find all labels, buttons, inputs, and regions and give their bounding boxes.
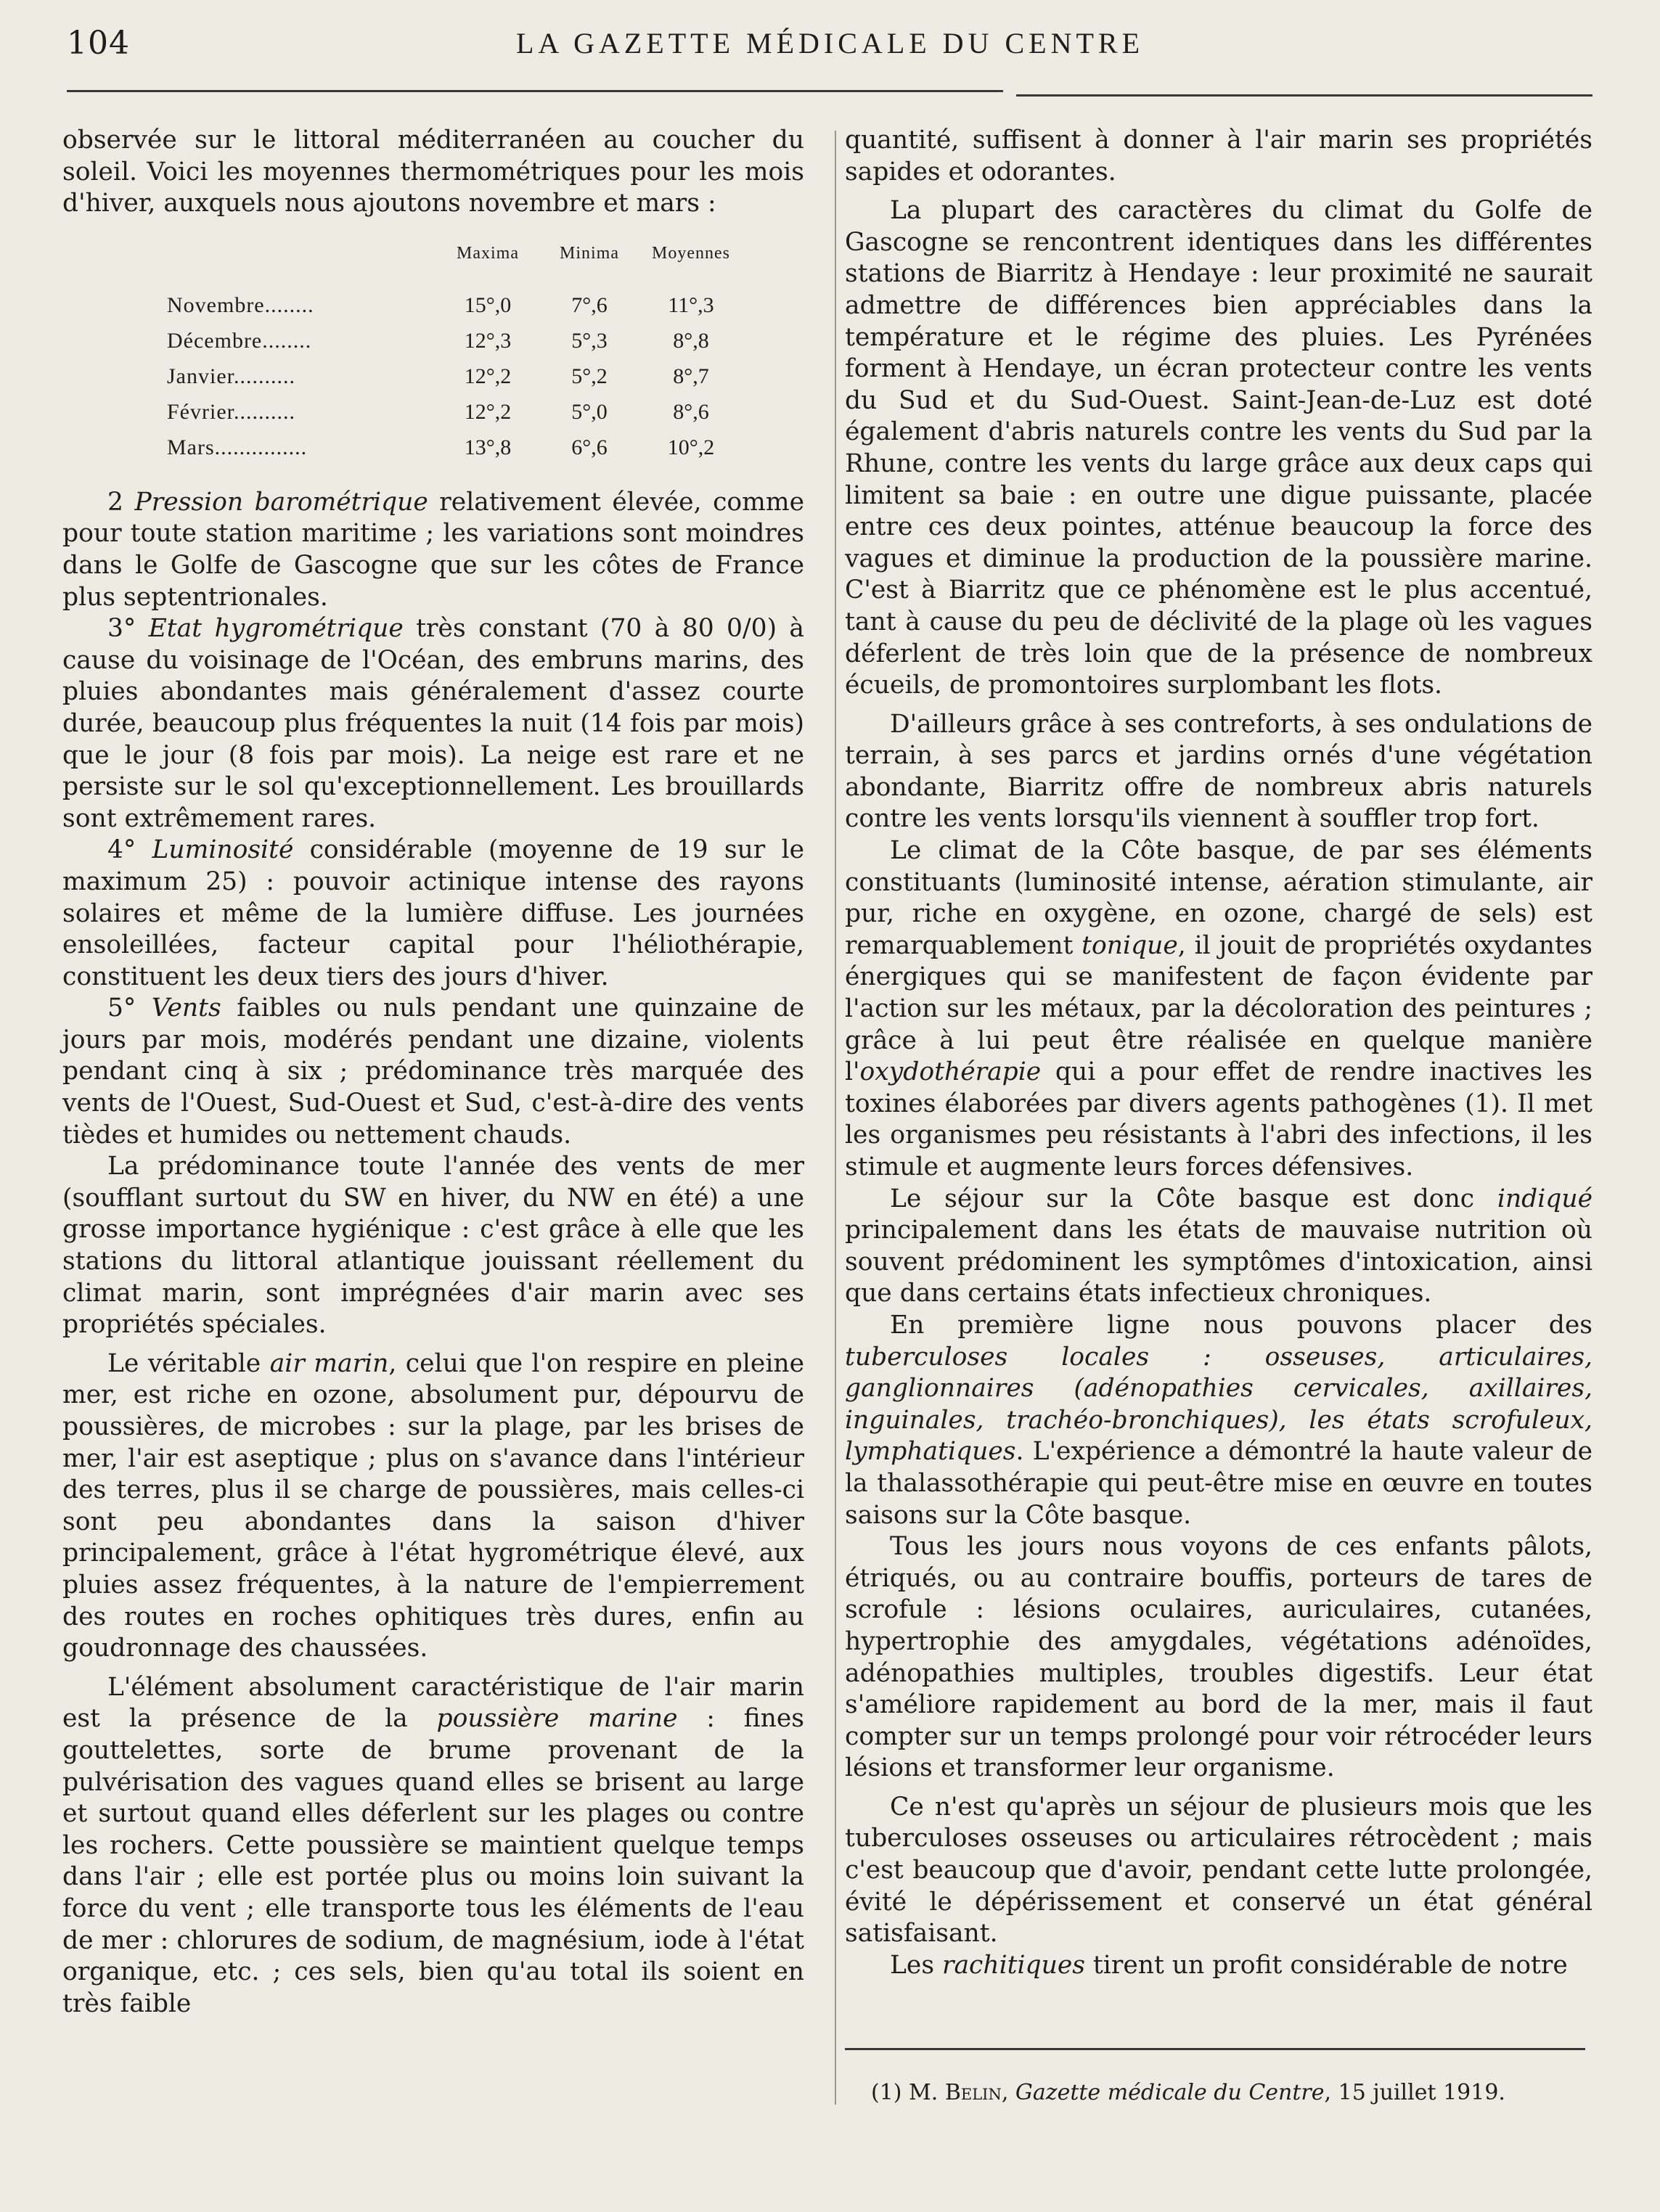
paragraph-air-marin: Le véritable air marin, celui que l'on respire en pleine mer, est riche en ozone, absolument pur, dépourvu de poussières, de microbes : sur la plage, par les brises de mer, l'air est aseptique ; plus on s'avance dans l'intérieur des terres, plus il se charge de poussières, mais celles-ci sont peu abondantes dans la saison d'hiver principalement, grâce à l'état hygrométrique élevé, aux pluies assez fréquentes, à la nature de l'empierrement des routes en roches ophitiques très dures, enfin au goudronnage des chaussées. <box>62 1348 804 1663</box>
paragraph: La prédominance toute l'année des vents de mer (soufflant surtout du SW en hiver, du NW en été) a une grosse importance hygiénique : c'est grâce à elle que les stations du littoral atlantique jouissant réellement du climat marin, sont imprégnées d'air marin avec ses propriétés spéciales. <box>62 1152 804 1340</box>
paragraph: quantité, suffisent à donner à l'air marin ses propriétés sapides et odorantes. <box>845 126 1592 187</box>
column-header-moyennes: Moyennes <box>652 243 730 263</box>
paragraph-pression: 2 Pression barométrique relativement élevée, comme pour toute station maritime ; les variations sont moindres dans le Golfe de Gascogne que sur les côtes de France plus septentrionales. <box>62 487 805 612</box>
left-column <box>62 125 804 2020</box>
mean-cell: 8°,7 <box>673 364 709 388</box>
paragraph: Tous les jours nous voyons de ces enfants pâlots, étriqués, ou au contraire bouffis, porteurs de tares de scrofule : lésions oculaires, auriculaires, cutanées, hypertrophie des amygdales, végétations adénoïdes, adénopathies multiples, troubles digestifs. Leur état s'améliore rapidement au bord de la mer, mais il faut compter sur un temps prolongé pour voir rétrocéder leurs lésions et transformer leur organisme. <box>845 1532 1592 1783</box>
month-cell: Décembre........ <box>167 328 312 353</box>
month-cell: Janvier.......... <box>167 364 295 388</box>
header-rule-right <box>1016 94 1592 97</box>
header-rule-left <box>67 90 1003 92</box>
column-header-maxima: Maxima <box>457 243 519 263</box>
footnote-rule <box>845 2048 1585 2050</box>
max-cell: 15°,0 <box>464 292 512 317</box>
table-row <box>167 287 742 323</box>
paragraph: observée sur le littoral méditerranéen au coucher du soleil. Voici les moyennes thermométriques pour les mois d'hiver, auxquels nous ajoutons novembre et mars : <box>62 126 804 218</box>
max-cell: 12°,3 <box>464 328 512 353</box>
column-header-minima: Minima <box>560 243 619 263</box>
term-hygrometrie: Etat hygrométrique <box>148 614 404 644</box>
term-tuberculoses: tuberculoses locales : osseuses, articulaires, ganglionnaires (adénopathies cervicales, axillaires, inguinales, trachéo-bronchiques), les états scrofuleux, lymphatiques <box>845 1342 1592 1467</box>
table-header-row <box>167 236 742 287</box>
paragraph-sejour: Le séjour sur la Côte basque est donc indiqué principalement dans les états de mauvaise nutrition où souvent prédominent les symptômes d'intoxication, ainsi que dans certains états infectieux chroniques. <box>845 1184 1592 1308</box>
table-row <box>167 359 742 394</box>
term-luminosite: Luminosité <box>152 835 294 865</box>
min-cell: 7°,6 <box>571 292 608 317</box>
paragraph: D'ailleurs grâce à ses contreforts, à ses ondulations de terrain, à ses parcs et jardins ornés d'une végétation abondante, Biarritz offre de nombreux abris naturels contre les vents lorsqu'ils viennent à souffler trop fort. <box>845 709 1592 834</box>
running-title: LA GAZETTE MÉDICALE DU CENTRE <box>515 27 1144 60</box>
term-indique: indiqué <box>1497 1184 1592 1213</box>
table-row <box>167 323 742 359</box>
mean-cell: 8°,6 <box>673 399 709 424</box>
paragraph: La plupart des caractères du climat du Golfe de Gascogne se rencontrent identiques dans les différentes stations de Biarritz à Hendaye : leur proximité ne saurait admettre de différences bien appréciables dans la température et le régime des pluies. Les Pyrénées forment à Hendaye, un écran protecteur contre les vents du Sud et du Sud-Ouest. Saint-Jean-de-Luz est doté également d'abris naturels contre les vents du Sud par la Rhune, contre les vents du large grâce aux deux caps qui limitent sa baie : en outre une digue puissante, placée entre ces deux pointes, atténue beaucoup la force des vagues et diminue la production de la poussière marine. C'est à Biarritz que ce phénomène est le plus accentué, tant à cause du peu de déclivité de la plage où les vagues déferlent de très loin que de la présence de nombreux écueils, de promontoires surplombant les flots. <box>845 196 1592 700</box>
table-row <box>167 430 742 465</box>
term-poussiere-marine: poussière marine <box>436 1704 678 1734</box>
mean-cell: 8°,8 <box>673 328 709 353</box>
paragraph-climat: Le climat de la Côte basque, de par ses éléments constituants (luminosité intense, aération stimulante, air pur, riche en oxygène, en ozone, chargé de sels) est remarquablement tonique, il jouit de propriétés oxydantes énergiques qui se manifestent de façon évidente par l'action sur les métaux, par la décoloration des peintures ; grâce à lui peut être réalisée en quelque manière l'oxydothérapie qui a pour effet de rendre inactives les toxines élaborées par divers agents pathogènes (1). Il met les organismes peu résistants à l'abri des infections, il les stimule et augmente leurs forces défensives. <box>845 836 1592 1181</box>
term-rachitiques: rachitiques <box>942 1950 1085 1980</box>
paragraph: Ce n'est qu'après un séjour de plusieurs mois que les tuberculoses osseuses ou articulaires rétrocèdent ; mais c'est beaucoup que d'avoir, pendant cette lutte prolongée, évité le dépérissement et conservé un état général satisfaisant. <box>845 1792 1592 1949</box>
page-number: 104 <box>67 25 130 62</box>
paragraph-poussiere: L'élément absolument caractéristique de l'air marin est la présence de la poussière marine : fines gouttelettes, sorte de brume provenant de la pulvérisation des vagues quand elles se brisent au large et surtout quand elles déferlent sur les plages ou contre les rochers. Cette poussière se maintient quelque temps dans l'air ; elle est portée plus ou moins loin suivant la force du vent ; elle transporte tous les éléments de l'eau de mer : chlorures de sodium, de magnésium, iode à l'état organique, etc. ; ces sels, bien qu'au total ils soient en très faible <box>62 1672 804 2018</box>
min-cell: 5°,0 <box>571 399 608 424</box>
paragraph-tuberculoses: En première ligne nous pouvons placer des tuberculoses locales : osseuses, articulaires, ganglionnaires (adénopathies cervicales, axillaires, inguinales, trachéo-bronchiques), les états scrofuleux, lymphatiques. L'expérience a démontré la haute valeur de la thalassothérapie qui peut-être mise en œuvre en toutes saisons sur la Côte basque. <box>845 1310 1592 1530</box>
footnote-author: Belin <box>944 2080 1002 2105</box>
paragraph-hygrometrie: 3° Etat hygrométrique très constant (70 à 80 0/0) à cause du voisinage de l'Océan, des embruns marins, des pluies abondantes mais généralement d'assez courte durée, beaucoup plus fréquentes la nuit (14 fois par mois) que le jour (8 fois par mois). La neige est rare et ne persiste sur le sol qu'exceptionnellement. Les brouillards sont extrêmement rares. <box>62 614 804 833</box>
table-row <box>167 394 742 430</box>
paragraph-vents: 5° Vents faibles ou nuls pendant une quinzaine de jours par mois, modérés pendant une dizaine, violents pendant cinq à six ; prédominance très marquée des vents de l'Ouest, Sud-Ouest et Sud, c'est-à-dire des vents tièdes et humides ou nettement chauds. <box>62 994 805 1150</box>
paragraph-rachitiques: Les rachitiques tirent un profit considérable de notre <box>890 1950 1568 1980</box>
max-cell: 12°,2 <box>464 364 512 388</box>
mean-cell: 11°,3 <box>668 292 714 317</box>
footnote: (1) M. Belin, Gazette médicale du Centre, 15 juillet 1919. <box>871 2080 1505 2105</box>
page-header <box>67 20 1593 78</box>
mean-cell: 10°,2 <box>667 435 715 459</box>
month-cell: Novembre........ <box>167 292 314 317</box>
paragraph-luminosite: 4° Luminosité considérable (moyenne de 19 sur le maximum 25) : pouvoir actinique intense des rayons solaires et même de la lumière diffuse. Les journées ensoleillées, facteur capital pour l'héliothérapie, constituent les deux tiers des jours d'hiver. <box>62 835 804 991</box>
min-cell: 5°,3 <box>571 328 608 353</box>
min-cell: 5°,2 <box>571 364 608 388</box>
min-cell: 6°,6 <box>571 435 608 459</box>
term-air-marin: air marin <box>269 1348 389 1378</box>
footnote-source: Gazette médicale du Centre <box>1015 2080 1325 2105</box>
max-cell: 12°,2 <box>464 399 512 424</box>
term-pression: Pression barométrique <box>134 487 428 517</box>
temperature-table <box>167 236 742 465</box>
month-cell: Février.......... <box>167 399 295 424</box>
term-oxydotherapie: oxydothérapie <box>859 1057 1042 1087</box>
term-vents: Vents <box>151 994 221 1023</box>
column-divider <box>835 131 836 2105</box>
term-tonique: tonique <box>1082 930 1178 960</box>
max-cell: 13°,8 <box>464 435 512 459</box>
right-column <box>845 125 1592 1981</box>
month-cell: Mars............... <box>167 435 308 459</box>
